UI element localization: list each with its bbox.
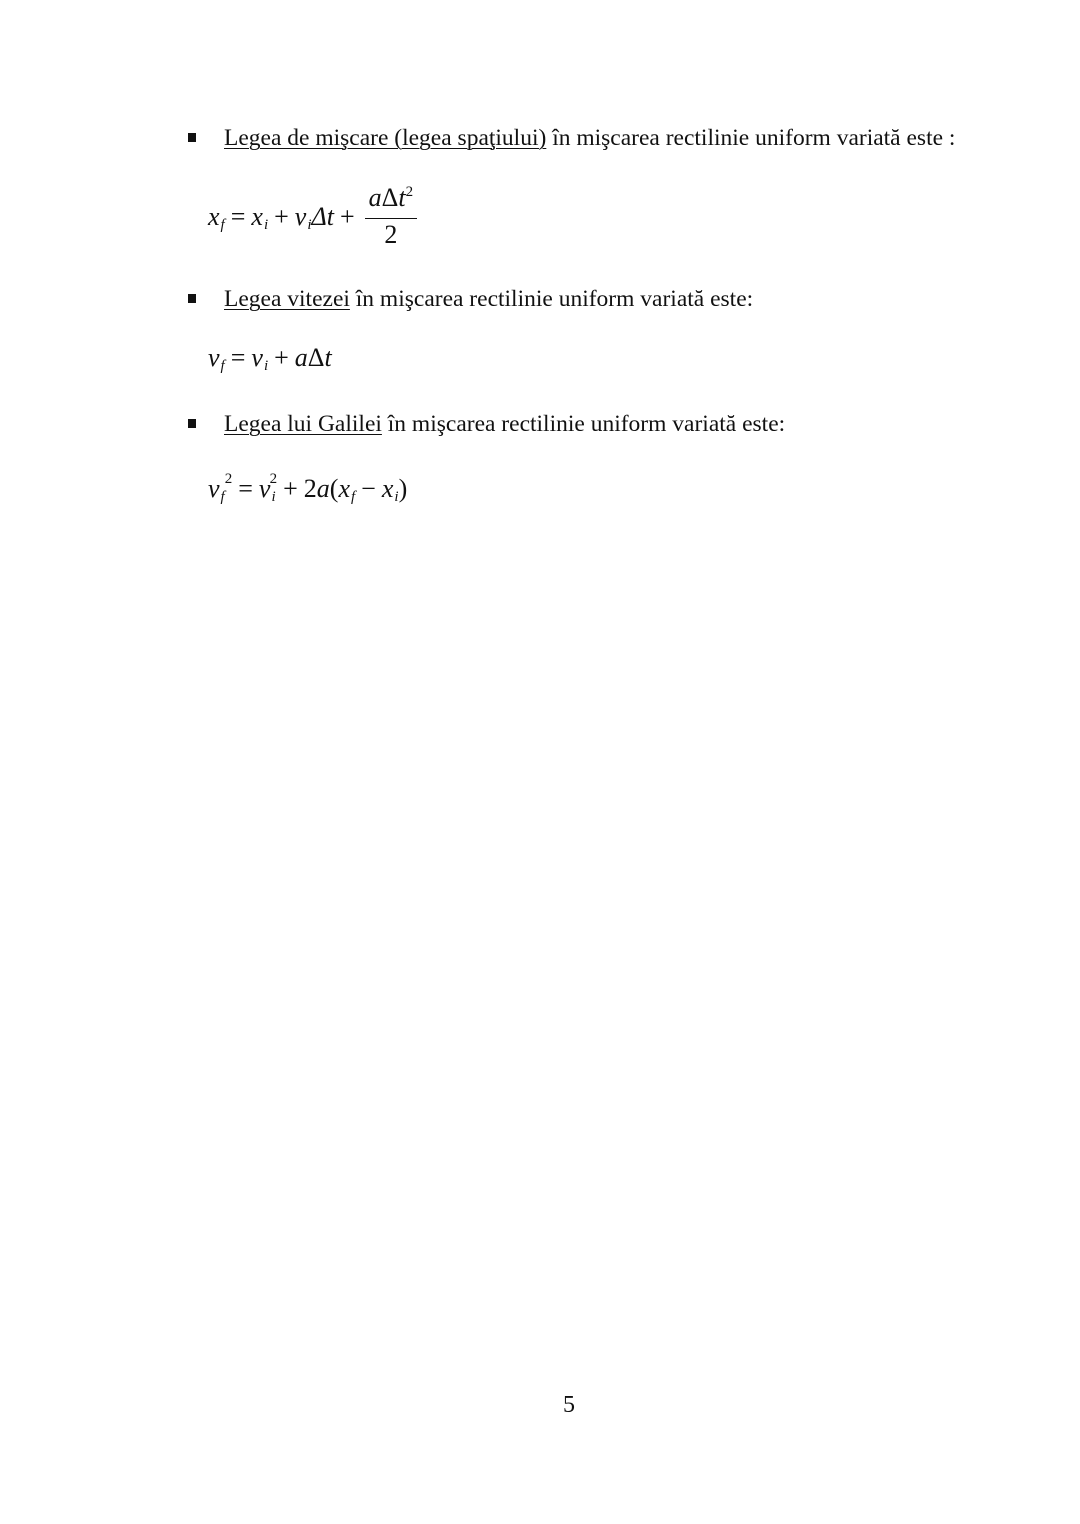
law-description: în mişcarea rectilinie uniform variată este: [349,286,754,312]
formula-var: x [251,202,263,231]
formula-var: t [324,343,332,372]
law-title: Legea de mişcare (legea spaţiului) [224,125,547,151]
formula-var: Δ [307,343,325,372]
square-bullet-icon [188,419,196,428]
formula-operator: = [230,202,246,231]
formula-operator: + [274,343,289,372]
formula-operator: + [339,202,355,231]
formula-var: Δ [381,183,399,212]
formula-sub: f [351,488,356,505]
formula-sub: i [263,216,269,233]
formula-paren: ) [398,474,408,503]
formula-var: v [258,474,271,503]
formula-fraction [365,184,417,250]
formula-motion-law [208,184,417,250]
formula-sub: i [271,488,276,505]
formula-sub: i [394,488,399,505]
formula-var: t [398,183,406,212]
formula-sub: f [220,357,225,374]
formula-sup: 2 [405,184,414,200]
formula-galilei-law [208,470,408,505]
formula-sup: 2 [224,470,233,487]
formula-var: v [208,474,220,503]
formula-paren: ( [329,474,339,503]
law-description: în mişcarea rectilinie uniform variată este: [381,411,786,437]
law-title: Legea lui Galilei [224,411,382,437]
fraction-numerator [365,184,417,219]
formula-var: a [368,183,382,212]
formula-operator: = [238,474,253,503]
formula-var: a [316,474,330,503]
formula-sub: i [307,216,312,233]
formula-operator: + [283,474,298,503]
bullet-text [224,123,955,153]
fraction-denominator: 2 [384,220,398,249]
formula-var: x [208,202,220,231]
formula-var: x [381,474,394,503]
formula-var: v [294,202,307,231]
law-title: Legea vitezei [224,286,350,312]
formula-sup: 2 [269,470,278,487]
formula-var: v [251,343,263,372]
formula-velocity-law [208,343,332,373]
bullet-text [224,284,753,314]
square-bullet-icon [188,294,196,303]
formula-sub: f [220,216,225,233]
formula-operator: − [361,474,376,503]
bullet-text [224,409,785,439]
formula-operator: = [230,343,246,372]
formula-sub: i [263,357,269,374]
formula-operator: + [274,202,289,231]
formula-var: a [294,343,308,372]
formula-var: Δt [311,202,334,231]
formula-var: v [208,343,220,372]
page-number: 5 [563,1392,575,1418]
formula-sub: f [220,488,225,505]
formula-var: x [338,474,350,503]
square-bullet-icon [188,133,196,142]
law-description: în mişcarea rectilinie uniform variată este : [546,125,956,151]
formula-coefficient: 2 [303,474,317,503]
